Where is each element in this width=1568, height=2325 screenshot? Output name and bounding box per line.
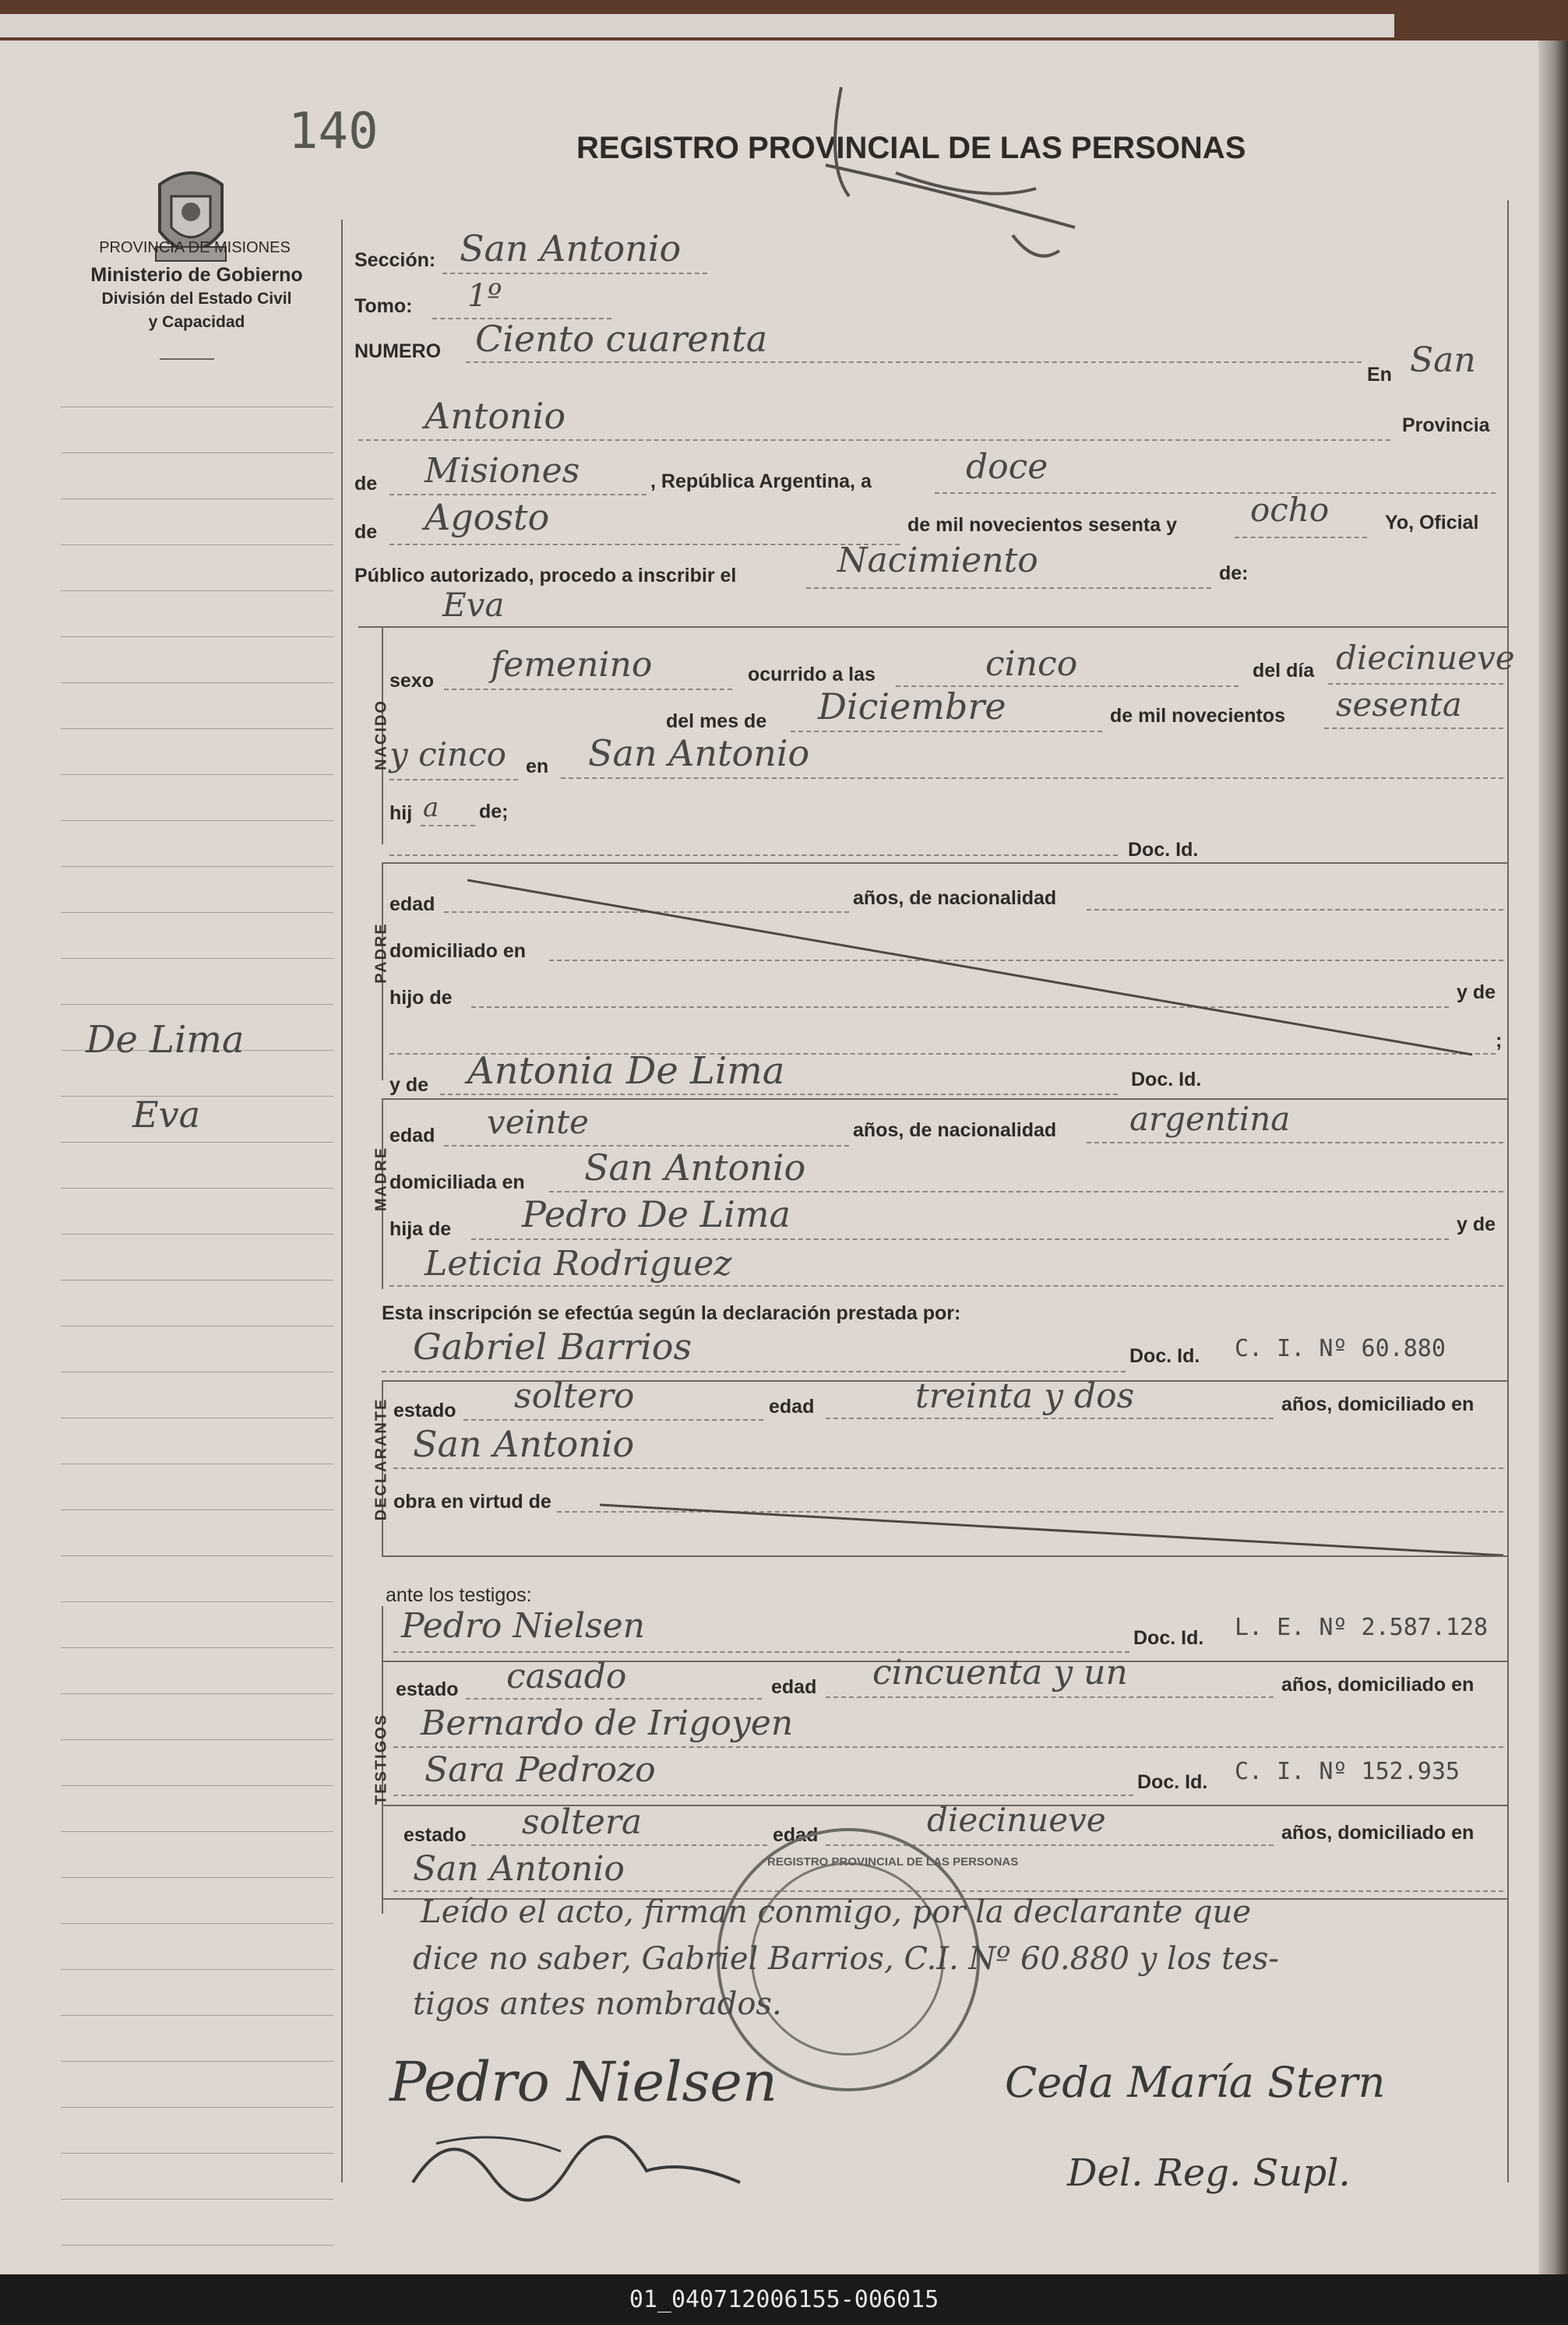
madre-domiciliada-label: domiciliada en — [389, 1171, 525, 1193]
declarante-cancel-stroke — [600, 1497, 1511, 1559]
hora-value: cinco — [985, 644, 1078, 684]
declarante-estado-value: soltero — [514, 1376, 635, 1416]
testigo1-edad-value: cincuenta y un — [872, 1653, 1128, 1693]
declarante-doc-value: C. I. Nº 60.880 — [1235, 1335, 1446, 1362]
sexo-label: sexo — [389, 670, 434, 692]
de-colon-label: de: — [1219, 562, 1249, 584]
madre-nombre-line — [440, 1094, 1118, 1095]
testigo1-domicilio-value: Bernardo de Irigoyen — [421, 1703, 794, 1743]
testigo1-estado-value: casado — [506, 1657, 627, 1696]
madre-hija-label: hija de — [389, 1218, 452, 1240]
oficial-label: Yo, Oficial — [1385, 512, 1479, 534]
margin-rule — [61, 1234, 333, 1235]
testigos-section-label: TESTIGOS — [372, 1713, 390, 1805]
madre-section-label: MADRE — [372, 1146, 390, 1212]
padre-yde-label: y de — [1457, 981, 1496, 1003]
margin-rule — [61, 1188, 333, 1189]
capacity-name: y Capacidad — [148, 313, 245, 331]
testigo1-anios-label: años, domiciliado en — [1281, 1674, 1475, 1696]
de-label-1: de — [354, 473, 378, 495]
margin-rule — [61, 2153, 333, 2154]
madre-domicilio-line — [549, 1191, 1503, 1192]
madre-top-rule — [382, 1098, 1507, 1100]
margin-rule — [61, 1969, 333, 1970]
sexo-line — [444, 689, 732, 690]
testigo1-domicilio-line — [393, 1746, 1503, 1748]
acto-value: Nacimiento — [837, 541, 1038, 580]
scribble-signature-icon — [405, 2097, 756, 2206]
officer-title: Del. Reg. Supl. — [1067, 2151, 1351, 2195]
doc-nacido-line-left — [389, 854, 1118, 856]
madre-madre-value: Leticia Rodriguez — [425, 1244, 732, 1284]
margin-rule — [61, 1280, 333, 1281]
margin-rule — [61, 682, 333, 683]
testigo1-estado-label: estado — [396, 1679, 459, 1700]
witness-signature: Pedro Nielsen — [389, 2050, 777, 2114]
declarante-obra-label: obra en virtud de — [393, 1491, 551, 1513]
nacido-doc-label: Doc. Id. — [1128, 839, 1199, 861]
padre-edad-label: edad — [389, 893, 435, 915]
dia-value: doce — [966, 447, 1048, 487]
main-left-rule — [341, 220, 343, 2182]
en-value-2: Antonio — [425, 395, 566, 437]
madre-nacionalidad-value: argentina — [1129, 1100, 1291, 1138]
testigo2-domicilio-value: San Antonio — [413, 1849, 625, 1889]
padre-section-label: PADRE — [372, 922, 390, 984]
tomo-label: Tomo: — [354, 295, 413, 317]
mes-value: Agosto — [425, 496, 550, 538]
provincia-line — [389, 494, 647, 495]
margin-rule — [61, 1739, 333, 1740]
madre-yde2-label: y de — [1457, 1214, 1496, 1235]
margin-rule — [61, 912, 333, 913]
margin-rule — [61, 1693, 333, 1694]
province-name: PROVINCIA DE MISIONES — [99, 239, 291, 256]
tomo-value: 1º — [467, 278, 502, 314]
testigo1-edad-line — [826, 1696, 1274, 1698]
madre-doc-label: Doc. Id. — [1131, 1069, 1202, 1090]
en-lugar-label: en — [526, 756, 549, 777]
en-label: En — [1367, 364, 1392, 386]
scan-filename: 01_040712006155-006015 — [0, 2274, 1568, 2325]
madre-padre-line — [471, 1238, 1449, 1240]
testigo1-doc-value: L. E. Nº 2.587.128 — [1235, 1614, 1489, 1641]
en-line — [358, 439, 1390, 441]
mil-label: de mil novecientos sesenta y — [907, 514, 1177, 536]
testigo1-estado-line — [466, 1698, 762, 1700]
padre-domiciliado-label: domiciliado en — [389, 940, 527, 962]
testigo1-edad-label: edad — [771, 1676, 817, 1698]
madre-edad-label: edad — [389, 1125, 435, 1147]
declarante-intro: Esta inscripción se efectúa según la declaración prestada por: — [382, 1302, 961, 1324]
margin-rule — [61, 1142, 333, 1143]
hijo-suffix-value: a — [423, 792, 439, 823]
anio-nacimiento-line-2 — [389, 779, 518, 780]
margin-rule — [61, 1004, 333, 1005]
declarante-edad-line — [826, 1418, 1274, 1419]
division-name: División del Estado Civil — [101, 290, 292, 308]
anio-nacimiento-value-1: sesenta — [1336, 685, 1462, 724]
padre-cancel-stroke — [467, 874, 1480, 1061]
provincia-label: Provincia — [1402, 414, 1490, 436]
declarante-nombre-value: Gabriel Barrios — [413, 1326, 692, 1368]
nacido-section-label: NACIDO — [372, 699, 390, 770]
margin-rule — [61, 1923, 333, 1924]
declarante-edad-label: edad — [769, 1396, 815, 1418]
document-page — [0, 41, 1568, 2274]
margin-rule — [61, 958, 333, 959]
declarante-estado-line — [463, 1419, 763, 1421]
margin-rule — [61, 1877, 333, 1878]
madre-padre-value: Pedro De Lima — [522, 1193, 791, 1235]
header-rule — [160, 358, 214, 360]
declarante-section-label: DECLARANTE — [372, 1397, 390, 1521]
del-mes-label: del mes de — [666, 710, 767, 732]
madre-nombre-value: Antonia De Lima — [467, 1049, 785, 1093]
declarante-bottom-rule — [382, 1555, 1507, 1557]
testigo2-nombre-line — [393, 1795, 1133, 1796]
anio-value: ocho — [1250, 491, 1330, 529]
margin-rule — [61, 2015, 333, 2016]
mes-nacimiento-value: Diciembre — [818, 685, 1006, 727]
margin-rule — [61, 2061, 333, 2062]
dia-nacimiento-value: diecinueve — [1336, 639, 1515, 677]
main-right-rule — [1507, 200, 1509, 2182]
numero-line — [466, 361, 1362, 363]
ministry-name: Ministerio de Gobierno — [90, 264, 303, 286]
hijo-de-label: de; — [479, 801, 509, 823]
nombre-value: Eva — [442, 586, 505, 624]
lugar-nacimiento-value: San Antonio — [588, 732, 810, 774]
testigo2-edad-label: edad — [773, 1824, 819, 1846]
declarante-anios-label: años, domiciliado en — [1281, 1393, 1475, 1415]
margin-rule — [61, 1831, 333, 1832]
numero-label: NUMERO — [354, 340, 442, 362]
testigo2-doc-value: C. I. Nº 152.935 — [1235, 1758, 1460, 1785]
declarante-domicilio-value: San Antonio — [413, 1423, 635, 1465]
testigo2-estado-label: estado — [403, 1824, 467, 1846]
de-label-2: de — [354, 521, 378, 543]
margin-rule — [61, 2107, 333, 2108]
margin-rule — [61, 590, 333, 591]
margin-rule — [61, 1555, 333, 1556]
declarante-doc-label: Doc. Id. — [1129, 1345, 1200, 1367]
margin-rule — [61, 2199, 333, 2200]
testigo2-nombre-value: Sara Pedrozo — [425, 1750, 656, 1790]
en-value-1: San — [1410, 340, 1476, 380]
seal-text: REGISTRO PROVINCIAL DE LAS PERSONAS — [767, 1855, 1019, 1869]
margin-surname: De Lima — [86, 1018, 245, 1062]
madre-edad-value: veinte — [487, 1103, 589, 1141]
madre-madre-line — [389, 1285, 1503, 1287]
margin-rule — [61, 544, 333, 545]
declarante-domicilio-line — [393, 1467, 1503, 1469]
testigos-intro: ante los testigos: — [386, 1584, 532, 1606]
margin-rule — [61, 1509, 333, 1510]
seccion-label: Sección: — [354, 249, 436, 271]
margin-rule — [61, 1647, 333, 1648]
margin-rule — [61, 728, 333, 729]
padre-semicolon: ; — [1496, 1030, 1503, 1052]
closing-line-3: tigos antes nombrados. — [413, 1986, 782, 2022]
lugar-nacimiento-line — [561, 777, 1503, 779]
republica-label: , República Argentina, a — [650, 470, 872, 492]
seccion-value: San Antonio — [460, 227, 682, 269]
seccion-line — [442, 273, 707, 274]
testigo2-doc-label: Doc. Id. — [1137, 1771, 1208, 1793]
del-dia-label: del día — [1253, 660, 1315, 682]
testigo2-estado-value: soltera — [522, 1802, 643, 1842]
dia-nacimiento-line — [1328, 683, 1503, 685]
testigo2-edad-value: diecinueve — [927, 1801, 1106, 1839]
closing-line-1: Leído el acto, firman conmigo, por la declarante que — [421, 1894, 1252, 1930]
hijo-label: hij — [389, 802, 413, 824]
madre-yde-label: y de — [389, 1074, 429, 1096]
margin-rule — [61, 1785, 333, 1786]
top-binding — [0, 0, 1568, 41]
mil-novecientos-label: de mil novecientos — [1110, 705, 1286, 727]
acto-line — [806, 587, 1211, 589]
document-title: REGISTRO PROVINCIAL DE LAS PERSONAS — [576, 131, 1246, 165]
margin-rule — [61, 1601, 333, 1602]
book-edge — [1538, 41, 1568, 2274]
anio-nacimiento-value-2: y cinco — [389, 735, 506, 773]
margin-given-name: Eva — [132, 1094, 200, 1136]
madre-nacionalidad-line — [1087, 1142, 1503, 1143]
ocurrido-label: ocurrido a las — [748, 664, 876, 685]
declarante-nombre-line — [382, 1371, 1126, 1372]
declarante-edad-value: treinta y dos — [915, 1376, 1135, 1416]
hijo-suffix-line — [421, 825, 475, 826]
officer-signature: Ceda María Stern — [1005, 2058, 1386, 2107]
dia-line — [935, 492, 1496, 494]
padre-hijo-label: hijo de — [389, 987, 453, 1009]
declarante-estado-label: estado — [393, 1400, 456, 1421]
testigo2-estado-line — [471, 1844, 767, 1846]
testigo2-anios-label: años, domiciliado en — [1281, 1822, 1475, 1844]
testigo1-nombre-value: Pedro Nielsen — [401, 1606, 645, 1646]
mes-nacimiento-line — [791, 731, 1102, 732]
madre-domicilio-value: San Antonio — [584, 1147, 806, 1189]
margin-rule — [61, 866, 333, 867]
next-page-edge — [0, 14, 1394, 37]
anio-nacimiento-line — [1324, 727, 1503, 729]
testigo1-doc-label: Doc. Id. — [1133, 1627, 1204, 1649]
scribble-mark-icon — [779, 72, 1106, 274]
margin-rule — [61, 498, 333, 499]
padre-anios-label: años, de nacionalidad — [853, 887, 1057, 909]
margin-rule — [61, 2245, 333, 2246]
anio-line — [1235, 537, 1367, 538]
mes-line — [389, 544, 900, 545]
margin-rule — [61, 774, 333, 775]
nacido-bottom-rule — [382, 862, 1507, 864]
numero-value: Ciento cuarenta — [475, 318, 768, 360]
sexo-value: femenino — [491, 645, 653, 685]
publico-label: Público autorizado, procedo a inscribir el — [354, 565, 737, 587]
page-number: 140 — [288, 103, 379, 160]
madre-anios-label: años, de nacionalidad — [853, 1119, 1057, 1141]
nombre-line — [358, 626, 1507, 628]
closing-line-2: dice no saber, Gabriel Barrios, C.I. Nº 60.880 y los tes- — [413, 1941, 1279, 1977]
margin-rule — [61, 820, 333, 821]
provincia-value: Misiones — [425, 451, 580, 491]
margin-rule — [61, 636, 333, 637]
